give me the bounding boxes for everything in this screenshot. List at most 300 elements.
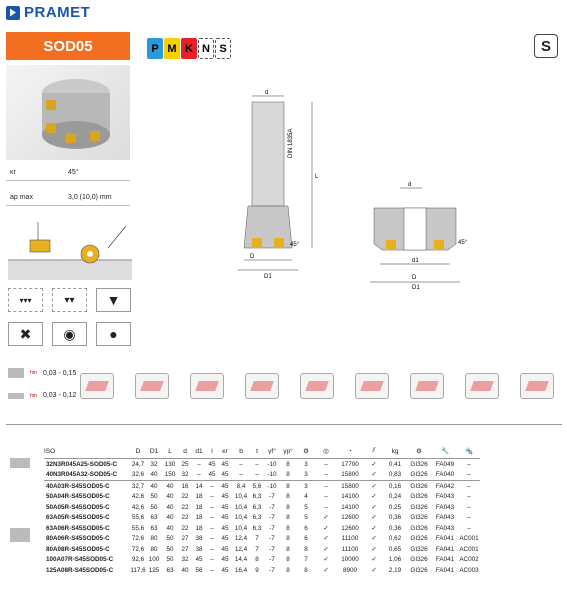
table-cell: 45 [208,471,216,479]
table-cell: -7 [269,535,275,543]
col-rpm-icon: ◔ [348,448,352,455]
feed-label: hm [30,370,37,376]
table-cell: FA041 [435,566,455,574]
table-cell: 50 [150,493,158,501]
prop-ap-max [6,189,130,206]
table-cell: 42,6 [131,503,145,511]
op-slotting-icon [245,373,279,399]
table-cell: 38 [195,545,203,553]
brand-mark-icon [6,6,20,20]
table-cell: 32,7 [130,481,146,492]
prop-value: 45° [68,168,79,176]
table-cell: – [316,459,336,470]
table-cell: 40 [162,481,178,492]
col-gamma-f: γf° [268,448,276,455]
table-cell: 3 [296,481,316,492]
table-cell: FA041 [435,556,455,564]
table-cell: GI326 [410,524,428,532]
table-cell: – [232,459,250,470]
table-cell: – [197,471,201,479]
table-cell: 50 [166,545,174,553]
table-cell: 22 [181,524,189,532]
table-cell: 11100 [341,545,359,553]
col-screw-icon: ⚙ [416,448,422,455]
table-cell: 40 [166,514,174,522]
table-cell: FA043 [435,493,455,501]
brand-logo [6,4,90,21]
table-cell: ✓ [364,481,384,492]
table-cell: 0,24 [388,493,402,501]
table-cell: 8 [286,471,290,479]
table-cell: AC001 [459,545,479,553]
icon-grid-row-2 [8,322,131,346]
table-cell: 10,4 [234,514,248,522]
table-cell: 45 [221,503,229,511]
table-cell: 1,06 [388,556,402,564]
dim-d1-section: d1 [412,258,419,264]
op-ramping-icon [190,373,224,399]
dim-d-small: D [250,254,255,260]
op-shoulder-milling-icon [135,373,169,399]
shank-type-icon [10,458,30,468]
table-row [44,470,480,481]
table-cell: – [255,471,259,479]
table-cell: 0,83 [388,471,402,479]
table-cell: 45 [221,535,229,543]
table-cell: ✓ [371,514,377,522]
table-row [44,523,480,534]
table-cell: 130 [162,459,178,470]
material-k-badge: K [181,38,197,59]
section-angle-label: 45° [458,240,468,246]
dim-d-top: d [408,182,412,188]
table-cell: 8 [286,566,290,574]
table-cell: 3 [296,459,316,470]
table-cell: GI326 [410,556,428,564]
angle-label: 45° [290,242,300,248]
table-cell: 8 [304,545,308,553]
dim-d1: D1 [264,274,272,280]
iso-code: 80A06R-S45SOD05-C [46,535,110,543]
table-cell: 45 [221,471,229,479]
table-cell: 4 [304,493,308,501]
partially-interrupted-icon: ◉ [52,322,87,346]
medium-cut-icon: ▾▾ [52,288,87,312]
table-cell: 40 [166,503,174,511]
table-cell: – [467,524,471,532]
table-cell: FA041 [435,545,455,553]
col-d1: D1 [149,448,159,455]
table-cell: – [192,459,206,470]
col-d-small: d [183,448,187,455]
din-label: DIN 1835A [288,128,294,158]
table-cell: 50 [166,535,174,543]
table-cell: 0,41 [384,459,406,470]
table-cell: 100 [148,556,160,564]
table-cell: – [467,493,471,501]
op-profiling-icon [300,373,334,399]
table-cell: 80 [150,535,158,543]
table-cell: 45 [221,556,229,564]
table-cell: 40 [146,481,162,492]
table-cell: 72,6 [131,545,145,553]
brand-name: PRAMET [24,4,91,21]
op-facing-icon [520,373,554,399]
table-cell: 8 [280,459,296,470]
table-cell: 5,6 [250,481,264,492]
table-cell: GI326 [406,459,432,470]
table-cell: 8 [286,556,290,564]
table-cell: -10 [264,481,280,492]
table-cell: – [467,471,471,479]
feed-value: 0,03 - 0,15 [42,369,77,377]
feed-row-1 [8,368,76,378]
table-row [44,555,480,566]
col-kr: κr [222,448,228,455]
iso-code: 40N3R045A32-SOD05-C [46,471,118,479]
table-cell: ✓ [323,556,329,564]
table-cell: 9 [255,566,259,574]
table-cell: 16 [178,481,192,492]
table-cell: 45 [221,545,229,553]
prop-key: ap max [10,193,33,201]
table-cell: 45 [218,459,232,470]
table-cell: FA041 [435,535,455,543]
table-cell: -10 [264,459,280,470]
material-n-badge: N [198,38,214,59]
table-cell: 8 [286,503,290,511]
table-row [44,492,480,503]
table-cell: 6,3 [252,493,262,501]
col-b: b [239,448,243,455]
table-cell: FA043 [435,503,455,511]
table-cell: – [458,481,480,492]
interrupted-cut-icon: ✖ [8,322,43,346]
table-cell: AC003 [459,566,479,574]
table-cell: 32 [181,556,189,564]
table-cell: 50 [150,503,158,511]
iso-code: 40A03R-S45SOD05-C [44,481,130,492]
feed-label: hm [30,392,37,399]
table-cell: 27 [181,535,189,543]
product-photo [6,65,130,160]
col-iso: ISO [44,448,56,455]
table-cell: 63 [150,514,158,522]
table-cell: FA043 [435,524,455,532]
continuous-cut-icon: ● [96,322,131,346]
table-cell: 6,3 [252,524,262,532]
op-chamfer-icon [465,373,499,399]
table-cell: 8 [286,545,290,553]
table-cell: 32 [181,471,189,479]
table-cell: AC002 [459,556,479,564]
table-cell: 6 [304,535,308,543]
table-cell: 10,4 [234,503,248,511]
table-cell: GI326 [410,471,428,479]
iso-code: 125A08R-S45SOD05-C [46,566,114,574]
table-cell: 72,6 [131,535,145,543]
iso-code: 50A04R-S45SOD05-C [46,493,110,501]
table-cell: – [210,524,214,532]
col-t: t [256,448,258,455]
table-cell: 40 [150,471,158,479]
table-cell: FA043 [435,514,455,522]
table-cell: 0,65 [388,545,402,553]
dim-d-section: D [412,275,417,281]
table-cell: FA042 [432,481,458,492]
table-cell: 63 [166,566,174,574]
table-cell: – [324,503,328,511]
table-cell: ✓ [323,514,329,522]
table-cell: ✓ [371,556,377,564]
feed-tool-icon [8,393,24,399]
table-cell: 8900 [342,566,357,574]
iso-code: 63A06R-S45SOD05-C [46,524,110,532]
table-cell: – [210,514,214,522]
material-p-badge: P [147,38,163,59]
feed-row-2 [8,392,76,399]
table-cell: 6,3 [252,514,262,522]
table-cell: 56 [195,566,203,574]
iso-code: 50A05R-S45SOD05-C [46,503,110,511]
table-cell: 45 [221,493,229,501]
table-cell: 24,7 [130,459,146,470]
cutter-image [6,65,130,160]
table-cell: 14,4 [234,556,248,564]
table-cell: -7 [269,566,275,574]
table-cell: – [316,481,336,492]
table-cell: GI326 [410,514,428,522]
table-cell: 18 [195,493,203,501]
table-cell: 40 [166,524,174,532]
table-cell: 38 [195,535,203,543]
table-cell: ✓ [371,524,377,532]
table-cell: 10000 [341,556,359,564]
table-cell: 22 [181,503,189,511]
table-cell: 15800 [336,481,364,492]
table-cell: 45 [206,459,218,470]
table-cell: 17700 [336,459,364,470]
table-cell: ✓ [371,545,377,553]
table-cell: 14 [192,481,206,492]
table-cell: FA049 [432,459,458,470]
feed-value: 0,03 - 0,12 [42,392,77,399]
dim-l: L [315,174,319,180]
table-cell: 55,6 [131,514,145,522]
table-cell: 12,4 [234,545,248,553]
table-cell: 42,6 [131,493,145,501]
side-view-drawing [228,88,328,288]
table-cell: 11100 [341,535,359,543]
table-cell: 45 [221,566,229,574]
table-cell: – [467,503,471,511]
insert-geometry-sketch [8,212,132,282]
table-cell: GI326 [410,503,428,511]
arbor-type-icon [10,528,30,542]
table-cell: -10 [267,471,277,479]
table-cell: – [324,493,328,501]
table-row [44,565,480,576]
table-cell: 14100 [341,503,359,511]
col-coolant-icon: ◎ [323,448,329,455]
table-cell: 0,25 [388,503,402,511]
table-cell: – [210,493,214,501]
table-cell: GI326 [410,535,428,543]
table-cell: 8 [286,535,290,543]
table-cell: ✓ [364,459,384,470]
table-cell: 80 [150,545,158,553]
table-cell: 40 [166,493,174,501]
table-cell: 45 [218,481,232,492]
table-cell: -7 [269,503,275,511]
prop-value: 3,0 (10,0) mm [68,193,112,201]
col-key-icon: 🔧 [440,448,450,455]
table-cell: 63 [150,524,158,532]
table-cell: 5 [304,503,308,511]
table-cell: 45 [221,514,229,522]
table-row [44,502,480,513]
table-cell: 0,36 [388,514,402,522]
col-gamma-p: γp° [283,448,293,455]
table-cell: ✓ [371,535,377,543]
table-cell: 18 [195,524,203,532]
table-row [44,513,480,524]
table-cell: – [324,471,328,479]
table-row [44,534,480,545]
table-cell: ✓ [323,545,329,553]
table-cell: GI326 [410,493,428,501]
table-cell: 45 [195,556,203,564]
table-cell: 50 [166,556,174,564]
table-cell: 8 [280,481,296,492]
table-row [44,481,480,492]
table-cell: 32 [146,459,162,470]
table-cell: 8,4 [232,481,250,492]
table-cell: 8 [286,524,290,532]
table-cell: 117,6 [130,566,146,574]
table-cell: – [210,535,214,543]
table-cell: 8 [304,566,308,574]
section-view-drawing [360,178,470,290]
col-through-icon: ⫽ [372,447,376,454]
table-cell: FA040 [435,471,455,479]
table-cell: -7 [269,514,275,522]
table-cell: 10,4 [234,524,248,532]
table-cell: 10,4 [234,493,248,501]
col-teeth-icon: ⚙ [303,448,309,455]
table-cell: 5 [304,514,308,522]
table-cell: 6 [304,524,308,532]
table-cell: -7 [269,545,275,553]
dim-d1-outer: D1 [412,285,420,290]
table-cell: 40 [181,566,189,574]
table-cell: – [210,556,214,564]
table-cell: – [210,566,214,574]
table-cell: ✓ [371,566,377,574]
table-cell: 150 [164,471,176,479]
table-cell: GI326 [410,566,428,574]
table-cell: 27 [181,545,189,553]
product-code: SOD05 [6,32,130,60]
prop-kr [6,164,130,181]
product-table [44,425,480,576]
table-cell: ✓ [371,471,377,479]
table-cell: – [206,481,218,492]
table-cell: 0,16 [384,481,406,492]
table-cell: 8 [286,493,290,501]
op-face-milling-icon [80,373,114,399]
table-cell: 25 [178,459,192,470]
light-cut-icon: ▾▾▾ [8,288,43,312]
table-cell: 92,6 [131,556,145,564]
op-helical-icon [410,373,444,399]
table-cell: ✓ [371,493,377,501]
dim-d: d [265,90,269,96]
table-cell: 0,36 [388,524,402,532]
group-letter-badge: S [534,34,558,58]
table-cell: GI326 [410,545,428,553]
table-cell: 16,4 [234,566,248,574]
table-cell: – [210,545,214,553]
table-cell: GI326 [406,481,432,492]
table-cell: 12,4 [234,535,248,543]
table-cell: 8 [286,514,290,522]
table-cell: 8 [255,556,259,564]
table-cell: 18 [195,503,203,511]
table-cell: ✓ [323,535,329,543]
table-cell: 32,6 [131,471,145,479]
table-cell: 15800 [341,471,359,479]
table-cell: -7 [269,493,275,501]
table-cell: ✓ [371,503,377,511]
heavy-cut-icon: ▼ [96,288,131,312]
table-cell: AC001 [459,535,479,543]
table-cell: -7 [269,556,275,564]
table-cell: 3 [304,471,308,479]
table-cell: – [250,459,264,470]
icon-grid-row-1 [8,288,131,312]
table-cell: ✓ [323,566,329,574]
table-cell: 22 [181,493,189,501]
col-d: D [135,448,141,455]
table-cell: – [210,503,214,511]
col-l-small: l [211,448,213,455]
col-wrench-icon: 🔩 [464,448,474,455]
table-cell: 7 [255,545,259,553]
iso-code: 63A05R-S45SOD05-C [46,514,110,522]
table-cell: 6,3 [252,503,262,511]
table-cell: 7 [255,535,259,543]
table-cell: ✓ [323,524,329,532]
table-cell: -7 [269,524,275,532]
table-cell: 55,6 [131,524,145,532]
material-m-badge: M [164,38,180,59]
col-d1-small: d1 [195,448,203,455]
table-cell: 125 [148,566,160,574]
table-cell: 18 [195,514,203,522]
table-cell: 22 [181,514,189,522]
table-cell: 2,19 [388,566,402,574]
table-cell: 14100 [341,493,359,501]
material-s-badge: S [215,38,231,59]
table-cell: – [239,471,243,479]
table-cell: 12600 [341,524,359,532]
table-cell: 45 [221,524,229,532]
table-row [44,459,480,470]
prop-key: κr [10,168,16,176]
table-cell: 12600 [341,514,359,522]
table-cell: 7 [304,556,308,564]
